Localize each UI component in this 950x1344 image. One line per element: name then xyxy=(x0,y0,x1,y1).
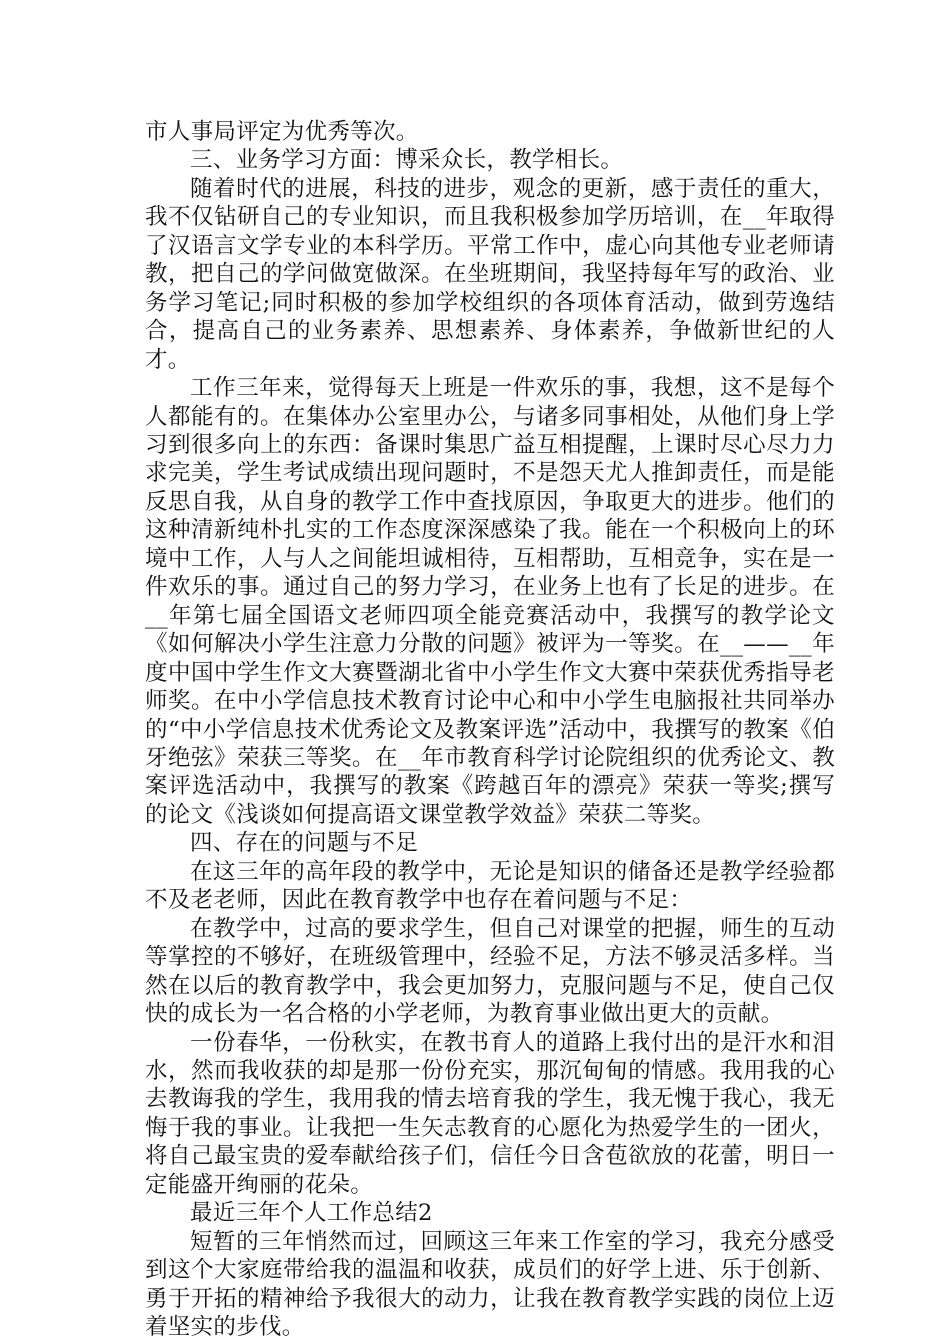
document-title-2: 最近三年个人工作总结2 xyxy=(190,1200,433,1227)
paragraph-problems-detail: 在教学中，过高的要求学生，但自己对课堂的把握，师生的互动等掌控的不够好，在班级管理中，经验不足，方法不够灵活多样。当然在以后的教育教学中，我会更加努力，克服问题与不足，使自己仅快的成长为一名合格的小学老师，为教育事业做出更大的贡献。 xyxy=(145,915,835,1028)
section-heading-4: 四、存在的问题与不足 xyxy=(190,830,419,857)
paragraph-problems-intro: 在这三年的高年段的教学中，无论是知识的储备还是教学经验都不及老老师，因此在教育教学中也存在着问题与不足： xyxy=(145,858,835,914)
paragraph-continued-line: 市人事局评定为优秀等次。 xyxy=(145,119,419,145)
paragraph-closing: 一份春华，一份秋实，在教书育人的道路上我付出的是汗水和泪水，然而我收获的却是那一份份充实，那沉甸甸的情感。我用我的心去教诲我的学生，我用我的情去培育我的学生，我无愧于我心，我无悔于我的事业。让我把一生矢志教育的心愿化为热爱学生的一团火，将自己最宝贵的爱奉献给孩子们，信任今日含苞欲放的花蕾，明日一定能盛开绚丽的花朵。 xyxy=(145,1029,835,1198)
document-page xyxy=(145,118,835,1341)
paragraph-work-three-years: 工作三年来，觉得每天上班是一件欢乐的事，我想，这不是每个人都能有的。在集体办公室里办公，与诸多同事相处，从他们身上学习到很多向上的东西：备课时集思广益互相提醒，上课时尽心尽力力求完美，学生考试成绩出现问题时，不是怨天尤人推卸责任，而是能反思自我，从自身的教学工作中查找原因，争取更大的进步。他们的这种清新纯朴扎实的工作态度深深感染了我。能在一个积极向上的环境中工作，人与人之间能坦诚相待，互相帮助，互相竞争，实在是一件欢乐的事。通过自己的努力学习，在业务上也有了长足的进步。在__年第七届全国语文老师四项全能竞赛活动中，我撰写的教学论文《如何解决小学生注意力分散的问题》被评为一等奖。在__——__年度中国中学生作文大赛暨湖北省中小学生作文大赛中荣获优秀指导老师奖。在中小学信息技术教育讨论中心和中小学生电脑报社共同举办的“中小学信息技术优秀论文及教案评选”活动中，我撰写的教案《伯牙绝弦》荣获三等奖。在__年市教育科学讨论院组织的优秀论文、教案评选活动中，我撰写的教案《跨越百年的漂亮》荣获一等奖;撰写的论文《浅谈如何提高语文课堂教学效益》荣获二等奖。 xyxy=(145,375,835,828)
section-heading-3: 三、业务学习方面：博采众长，教学相长。 xyxy=(190,147,624,174)
paragraph-study: 随着时代的进展，科技的进步，观念的更新，感于责任的重大，我不仅钻研自己的专业知识，而且我积极参加学历培训，在__年取得了汉语言文学专业的本科学历。平常工作中，虚心向其他专业老师请教，把自己的学问做宽做深。在坐班期间，我坚持每年写的政治、业务学习笔记;同时积极的参加学校组织的各项体育活动，做到劳逸结合，提高自己的业务素养、思想素养、身体素养，争做新世纪的人才。 xyxy=(145,175,835,373)
paragraph-summary-2: 短暂的三年悄然而过，回顾这三年来工作室的学习，我充分感受到这个大家庭带给我的温温和收获，成员们的好学上进、乐于创新、勇于开拓的精神给予我很大的动力，让我在教育教学实践的岗位上迈着坚实的步伐。 xyxy=(145,1228,835,1341)
